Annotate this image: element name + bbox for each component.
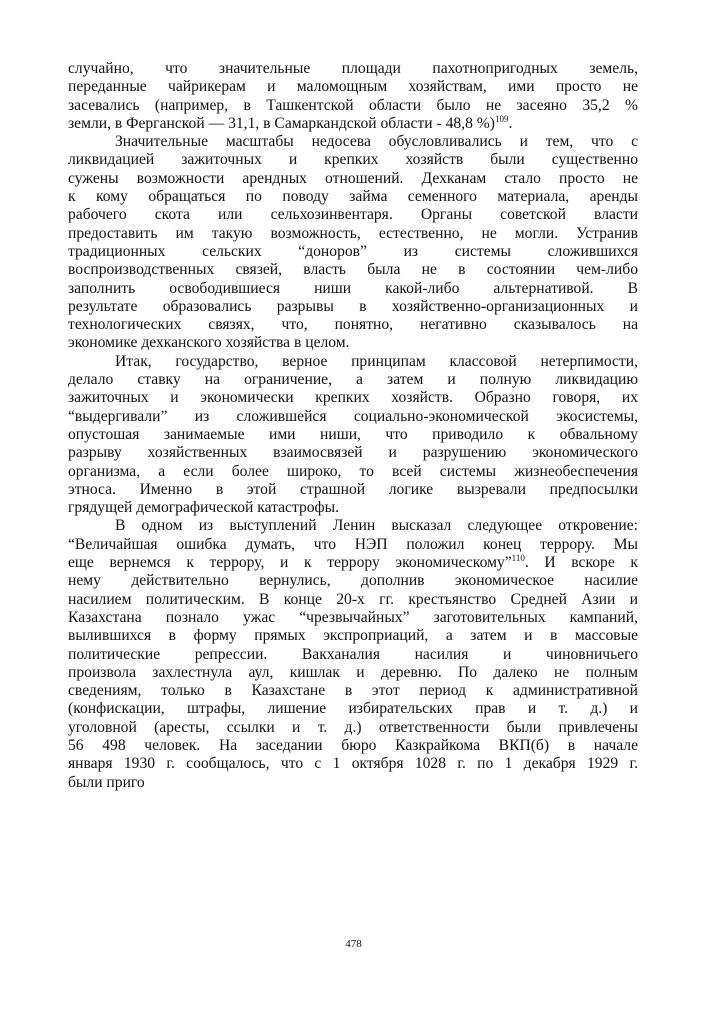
text-line: “Величайшая ошибка думать, что НЭП положил конец террору. Мы [68, 535, 638, 553]
text-segment: . И вскоре к [524, 554, 638, 572]
text-line: сведениям, только в Казахстане в этот период к административной [68, 682, 638, 700]
text-line [68, 554, 638, 572]
footnote-ref-110: 110 [511, 553, 525, 564]
text-line: политические репрессии. Вакханалия насилия и чиновничьего [68, 645, 638, 663]
text-line: традиционных сельских “доноров” из системы сложившихся [68, 242, 638, 260]
text-line: опустошая занимаемые ими ниши, что приводило к обвальному [68, 425, 638, 443]
footnote-ref-109: 109 [495, 113, 509, 124]
text-line: делало ставку на ограничение, а затем и полную ликвидацию [68, 371, 638, 389]
text-line: результате образовались разрывы в хозяйственно-организационных и [68, 297, 638, 315]
text-line: предоставить им такую возможность, естественно, не могли. Устранив [68, 224, 638, 242]
text-line: произвола захлестнула аул, кишлак и деревню. По далеко не полным [68, 663, 638, 681]
text-line: были приго [68, 773, 145, 791]
text-line: насилием политическим. В конце 20-х гг. крестьянство Средней Азии и [68, 590, 638, 608]
text-line: уголовной (аресты, ссылки и т. д.) ответственности были привлечены [68, 718, 638, 736]
text-line: организма, а если более широко, то всей системы жизнеобеспечения [68, 462, 638, 480]
text-segment: еще вернемся к террору, и к террору экономическому” [68, 554, 512, 572]
text-line: Значительные масштабы недосева обусловливались и тем, что с [115, 133, 638, 151]
text-line: экономике дехканского хозяйства в целом. [68, 334, 350, 352]
text-line: (конфискации, штрафы, лишение избирательских прав и т. д.) и [68, 700, 638, 718]
paragraph-2 [68, 133, 638, 353]
text-line [68, 115, 638, 133]
text-line: В одном из выступлений Ленин высказал следующее откровение: [115, 517, 638, 535]
text-line: разрыву хозяйственных взаимосвязей и разрушению экономического [68, 444, 638, 462]
text-line: 56 498 человек. На заседании бюро Казкрайкома ВКП(б) в начале [68, 736, 638, 754]
text-line: воспроизводственных связей, власть была не в состоянии чем-либо [68, 261, 638, 279]
text-line: технологических связях, что, понятно, негативно сказывалось на [68, 316, 638, 334]
text-line: рабочего скота или сельхозинвентаря. Органы советской власти [68, 206, 638, 224]
page-number: 478 [345, 938, 362, 950]
text-line: заполнить освободившиеся ниши какой-либо альтернативой. В [68, 279, 638, 297]
paragraph-4 [68, 517, 638, 791]
text-line: сужены возможности арендных отношений. Дехканам стало просто не [68, 169, 638, 187]
text-line: Итак, государство, верное принципам классовой нетерпимости, [115, 352, 638, 370]
text-line: вылившихся в форму прямых экспроприаций, а затем и в массовые [68, 627, 638, 645]
text-line: к кому обращаться по поводу займа семенного материала, аренды [68, 188, 638, 206]
text-line: “выдергивали” из сложившейся социально-экономической экосистемы, [68, 407, 638, 425]
text-line: нему действительно вернулись, дополнив экономическое насилие [68, 572, 638, 590]
text-line: грядущей демографической катастрофы. [68, 499, 340, 517]
text-line: случайно, что значительные площади пахотнопригодных земель, [68, 60, 638, 77]
paragraph-1 [68, 60, 638, 133]
text-line: этноса. Именно в этой страшной логике вызревали предпосылки [68, 480, 638, 498]
document-page [68, 60, 638, 792]
paragraph-3 [68, 353, 638, 518]
text-line: переданные чайрикерам и маломощным хозяйствам, ими просто не [68, 78, 638, 96]
text-line: ликвидацией зажиточных и крепких хозяйств были существенно [68, 151, 638, 169]
text-segment: . [508, 114, 513, 132]
text-line: засевались (например, в Ташкентской области было не засеяно 35,2 % [68, 96, 638, 114]
text-line: зажиточных и экономически крепких хозяйств. Образно говоря, их [68, 389, 638, 407]
text-segment: земли, в Ферганской — 31,1, в Самаркандской области - 48,8 %) [68, 114, 495, 132]
text-line: января 1930 г. сообщалось, что с 1 октября 1028 г. по 1 декабря 1929 г. [68, 755, 638, 773]
text-line: Казахстана познало ужас “чрезвычайных” заготовительных кампаний, [68, 608, 638, 626]
